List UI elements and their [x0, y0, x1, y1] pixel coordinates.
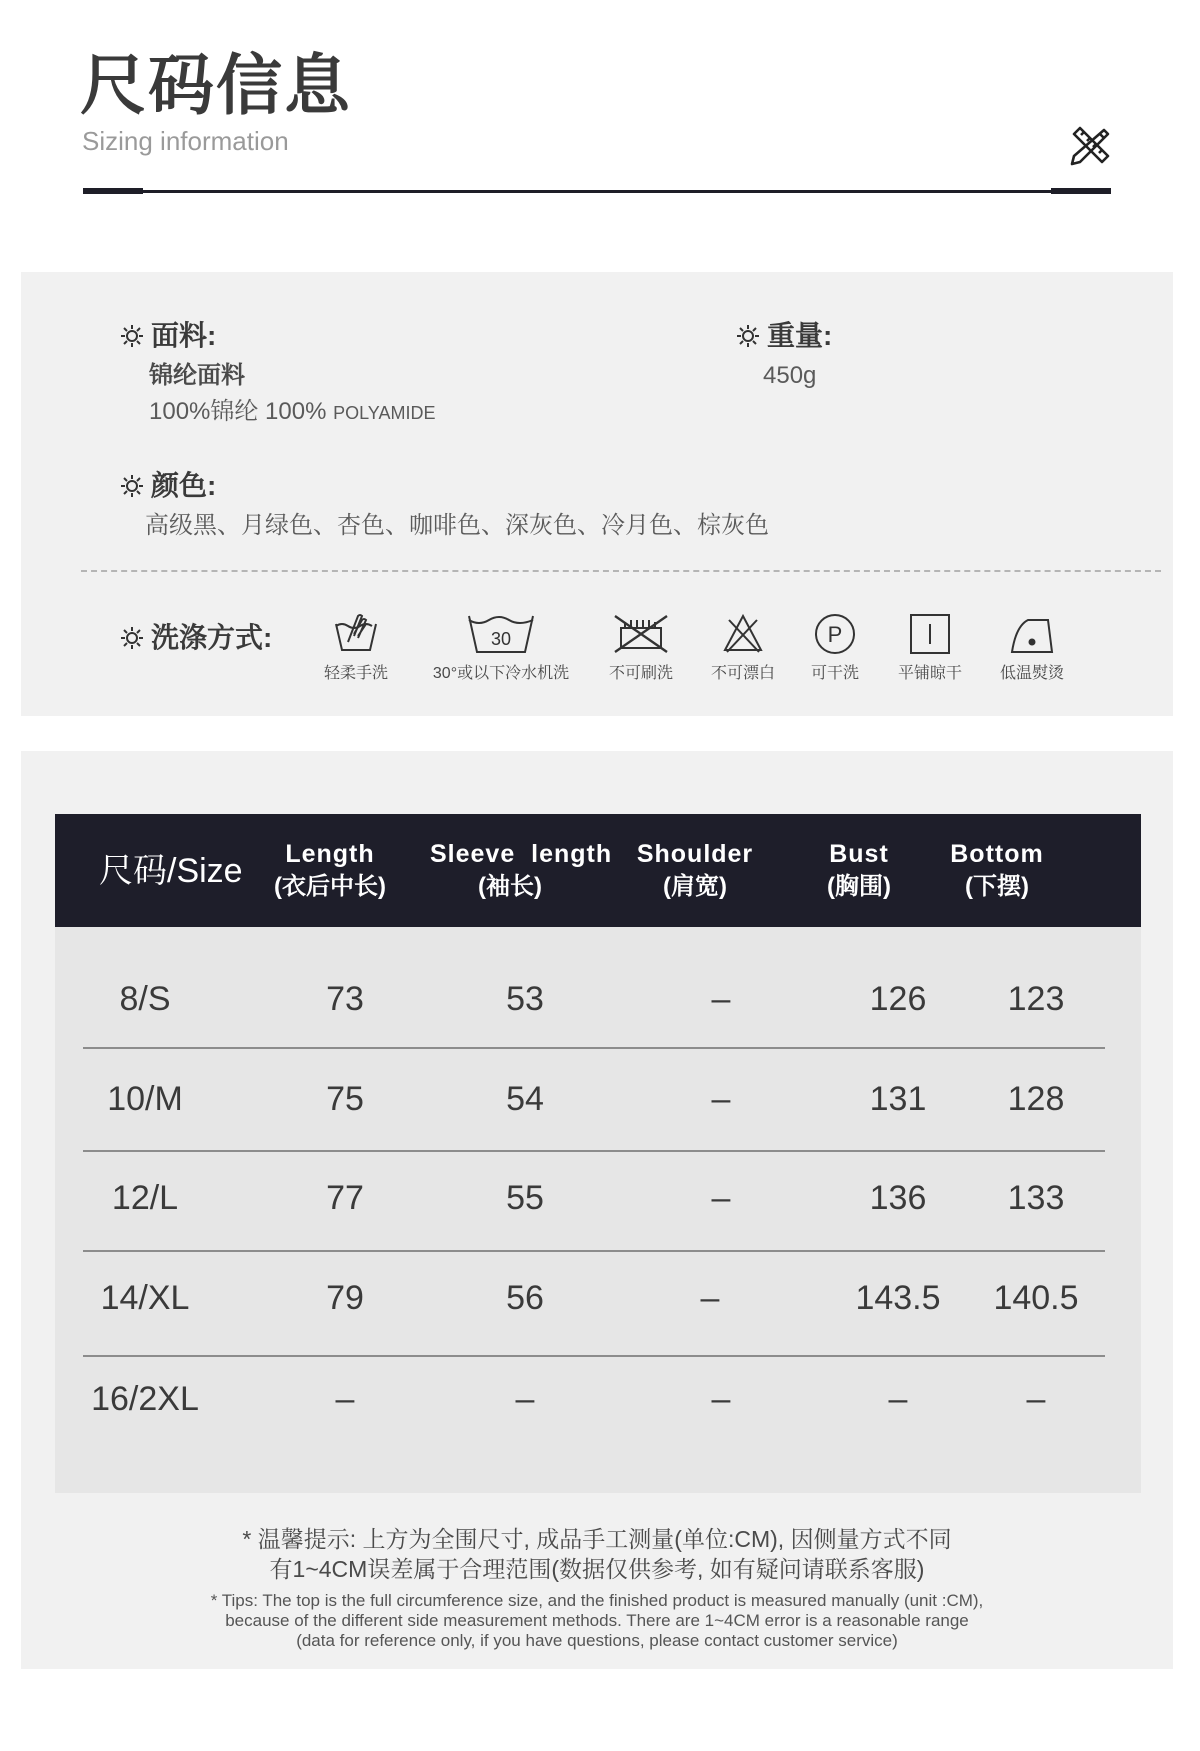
header-sleeve-length: Sleeve length (袖长): [430, 840, 613, 900]
header-bottom: Bottom (下摆): [950, 840, 1044, 900]
cell-shoulder: –: [711, 980, 731, 1018]
cell-shoulder: –: [711, 1080, 731, 1118]
header-bust: Bust (胸围): [827, 840, 891, 900]
cell-sleeve: 54: [506, 1080, 544, 1118]
cell-bottom: 133: [1007, 1179, 1065, 1217]
row-divider: [83, 1047, 1105, 1049]
fabric-label: 面料:: [119, 322, 216, 350]
cell-size: 8/S: [119, 980, 171, 1018]
sun-bullet-icon: [119, 473, 145, 499]
note-en-line2: because of the different side measurement methods. There are 1~4CM error is a reasonable range: [225, 1611, 969, 1630]
cell-bust: 136: [869, 1179, 927, 1217]
note-en-line3: (data for reference only, if you have questions, please contact customer service): [296, 1631, 898, 1650]
color-value: 高级黑、月绿色、杏色、咖啡色、深灰色、冷月色、棕灰色: [145, 512, 769, 539]
wash-caption: 可干洗: [810, 665, 859, 682]
fabric-name: 锦纶面料: [149, 362, 245, 389]
machine-wash-30-icon: [465, 612, 537, 656]
cell-shoulder: –: [711, 1179, 731, 1217]
wash-item-machine-30: [416, 612, 586, 683]
svg-text:30: 30: [490, 629, 512, 649]
row-divider: [83, 1355, 1105, 1357]
weight-label: 重量:: [735, 322, 832, 350]
wash-caption: 30°或以下冷水机洗: [432, 665, 570, 682]
wash-caption: 不可刷洗: [608, 665, 673, 682]
wash-caption: 不可漂白: [710, 665, 775, 682]
header-shoulder: Shoulder (肩宽): [636, 840, 754, 900]
header-divider-accent-right: [1051, 188, 1111, 194]
page-title: 尺码信息: [80, 48, 352, 122]
low-iron-icon: [1008, 612, 1056, 656]
wash-item-dry-clean: [785, 612, 885, 683]
sun-bullet-icon: [735, 323, 761, 349]
fabric-composition-main: 100%锦纶 100%: [149, 398, 327, 425]
wash-item-no-brush: [591, 612, 691, 683]
dry-clean-p-icon: [813, 612, 857, 656]
fabric-composition: [149, 400, 435, 424]
color-label: 颜色:: [119, 472, 216, 500]
wash-caption: 轻柔手洗: [323, 665, 388, 682]
row-divider: [83, 1150, 1105, 1152]
cell-bottom: –: [1026, 1380, 1046, 1418]
cell-length: 79: [326, 1279, 364, 1317]
cell-bust: –: [888, 1380, 908, 1418]
cell-length: –: [335, 1380, 355, 1418]
note-en-line1: * Tips: The top is the full circumference size, and the finished product is measured manually (unit :CM),: [210, 1591, 984, 1610]
cell-shoulder: –: [711, 1380, 731, 1418]
wash-label: 洗涤方式:: [119, 624, 272, 652]
wash-caption: 平铺晾干: [897, 665, 962, 682]
sun-bullet-icon: [119, 323, 145, 349]
cell-length: 77: [326, 1179, 364, 1217]
info-divider: [81, 570, 1161, 572]
cell-sleeve: 55: [506, 1179, 544, 1217]
cell-sleeve: 56: [506, 1279, 544, 1317]
hand-wash-icon: [332, 612, 380, 656]
header-divider-accent-left: [83, 188, 143, 194]
weight-value: 450g: [763, 362, 817, 389]
note-cn-line1: * 温馨提示: 上方为全围尺寸, 成品手工测量(单位:CM), 因侧量方式不同: [242, 1526, 952, 1552]
cell-size: 16/2XL: [91, 1380, 199, 1418]
no-bleach-icon: [721, 612, 765, 656]
cell-bust: 143.5: [855, 1279, 941, 1317]
fabric-composition-upper: POLYAMIDE: [333, 403, 436, 423]
no-brush-icon: [611, 612, 671, 656]
cell-length: 75: [326, 1080, 364, 1118]
size-table-panel: [21, 751, 1173, 1669]
cell-bottom: 123: [1007, 980, 1065, 1018]
wash-caption: 低温熨烫: [999, 665, 1064, 682]
cell-sleeve: –: [515, 1380, 535, 1418]
wash-item-flat-dry: [875, 612, 985, 683]
page-subtitle: Sizing information: [82, 126, 289, 156]
header-size: 尺码/Size: [99, 852, 243, 890]
wash-item-hand: [296, 612, 416, 683]
note-cn-line2: 有1~4CM误差属于合理范围(数据仅供参考, 如有疑问请联系客服): [269, 1556, 925, 1582]
header-divider: [83, 190, 1111, 193]
flat-dry-icon: [908, 612, 952, 656]
size-table-body: [55, 927, 1141, 1493]
wash-item-no-bleach: [693, 612, 793, 683]
cell-shoulder: –: [700, 1279, 720, 1317]
wash-item-low-iron: [977, 612, 1087, 683]
header-length: Length (衣后中长): [274, 840, 386, 900]
row-divider: [83, 1250, 1105, 1252]
cell-length: 73: [326, 980, 364, 1018]
size-table-header: [55, 814, 1141, 927]
cell-bust: 126: [869, 980, 927, 1018]
cell-size: 10/M: [107, 1080, 183, 1118]
cell-size: 14/XL: [100, 1279, 190, 1317]
cell-sleeve: 53: [506, 980, 544, 1018]
svg-text:P: P: [827, 622, 843, 647]
product-info-panel: [21, 272, 1173, 716]
cell-bottom: 140.5: [993, 1279, 1079, 1317]
cell-bust: 131: [869, 1080, 927, 1118]
ruler-pencil-icon: [1066, 122, 1114, 170]
cell-size: 12/L: [111, 1179, 179, 1217]
cell-bottom: 128: [1007, 1080, 1065, 1118]
wash-icons-row: [21, 612, 1173, 712]
